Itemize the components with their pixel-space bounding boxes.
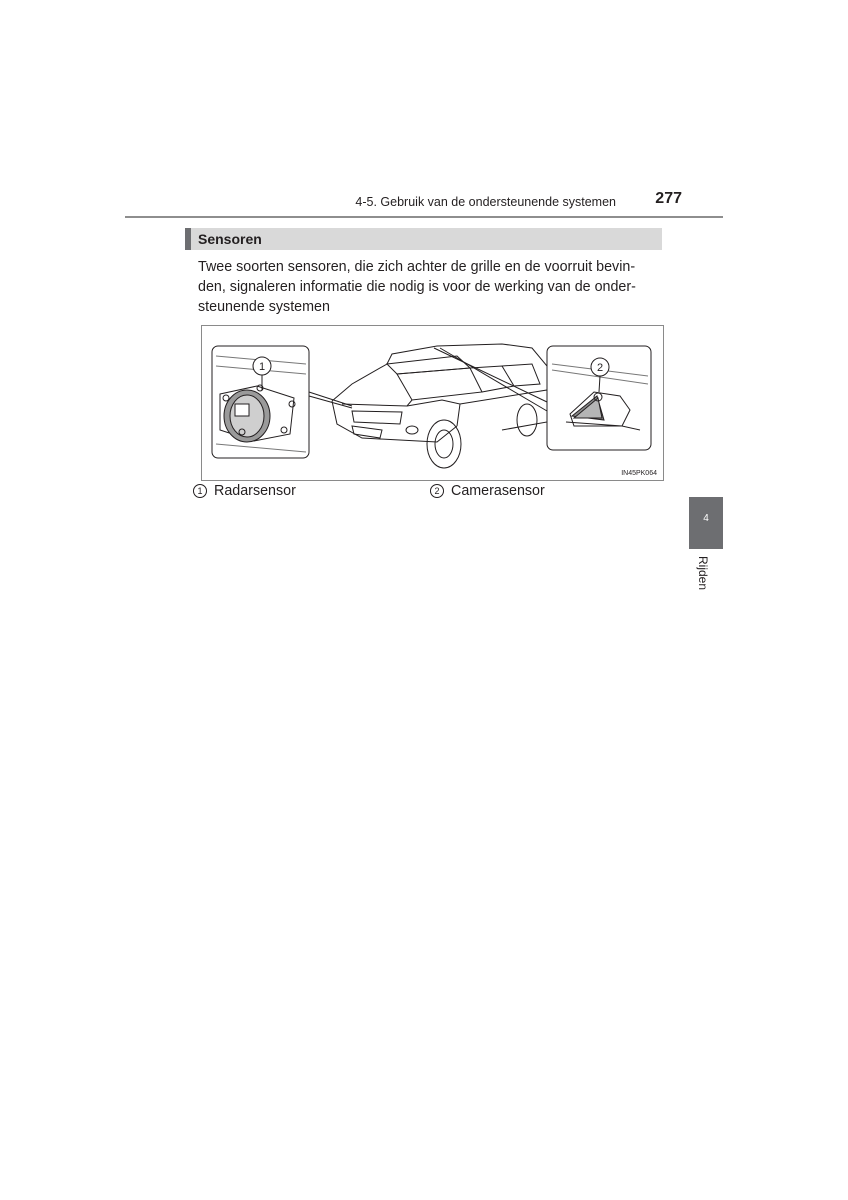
header-rule [125, 216, 723, 218]
caption-number: 2 [430, 484, 444, 498]
callout-number-2: 2 [596, 362, 604, 374]
chapter-tab [689, 497, 723, 549]
caption-camera [430, 483, 545, 499]
chapter-number: 4 [703, 513, 709, 524]
sensor-illustration [201, 325, 664, 481]
chapter-label: Rijden [696, 556, 710, 591]
section-accent [185, 228, 191, 250]
intro-line: den, signaleren informatie die nodig is voor de werking van de onder- [198, 279, 636, 295]
caption-label: Camerasensor [451, 483, 545, 499]
intro-line: steunende systemen [198, 299, 330, 315]
callout-number-1: 1 [258, 361, 266, 373]
caption-radar [193, 483, 296, 499]
caption-number: 1 [193, 484, 207, 498]
intro-line: Twee soorten sensoren, die zich achter de grille en de voorruit bevin- [198, 259, 636, 275]
section-path: 4-5. Gebruik van de ondersteunende systemen [355, 195, 616, 209]
section-title: Sensoren [198, 231, 262, 247]
caption-label: Radarsensor [214, 483, 296, 499]
figure-id: IN45PK064 [621, 470, 657, 477]
section-heading-bar [185, 228, 662, 250]
vehicle-drawing [202, 326, 665, 482]
intro-paragraph [198, 257, 663, 317]
page-number: 277 [655, 190, 682, 207]
